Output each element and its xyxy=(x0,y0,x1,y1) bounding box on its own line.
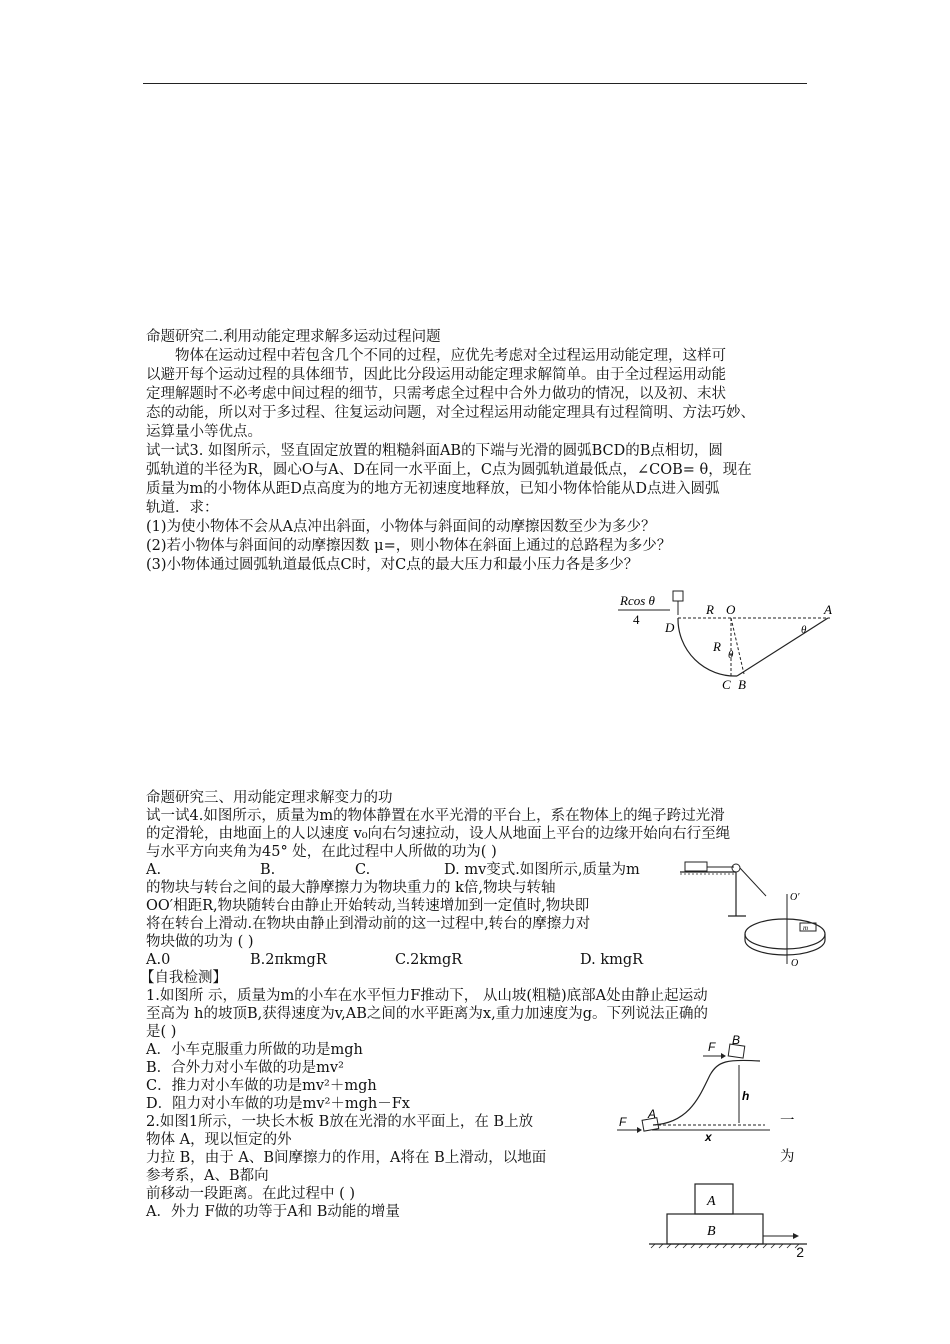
problem3-question-3: (3)小物体通过圆弧轨道最低点C时，对C点的最大压力和最小压力各是多少？ xyxy=(146,557,639,573)
figure-arc-incline xyxy=(610,588,840,693)
section2-intro-line: 运算量小等优点。 xyxy=(146,424,262,440)
problem4-line: 的定滑轮，由地面上的人以速度 v₀向右匀速拉动，设人从地面上平台的边缘开始向右行至绳 xyxy=(146,826,731,842)
p4-option-c: C. xyxy=(355,862,371,878)
header-rule xyxy=(143,83,807,84)
turntable-label-o-top: O′ xyxy=(790,892,800,903)
problem4-line: 与水平方向夹角为45° 处，在此过程中人所做的功为( ) xyxy=(146,844,497,860)
variant-line: 将在转台上滑动.在物块由静止到滑动前的这一过程中,转台的摩擦力对 xyxy=(146,916,591,932)
fig3-label-R2: R xyxy=(713,639,721,654)
q1-option-c: C．推力对小车做的功是mv²＋mgh xyxy=(146,1078,377,1094)
fig3-arc xyxy=(678,618,737,676)
problem3-question-2: (2)若小物体与斜面间的动摩擦因数 μ=，则小物体在斜面上通过的总路程为多少？ xyxy=(146,538,672,554)
problem3-line: 试一试3. 如图所示，竖直固定放置的粗糙斜面AB的下端与光滑的圆弧BCD的B点相切，圆 xyxy=(146,443,723,459)
slope-label-f-bottom: F xyxy=(619,1115,627,1129)
variant-line: 的物块与转台之间的最大静摩擦力为物块重力的 k倍,物块与转轴 xyxy=(146,880,556,896)
fig3-incline xyxy=(737,618,828,676)
turntable-label-o-bot: O xyxy=(791,958,799,968)
problem3-line: 质量为m的小物体从距D点高度为的地方无初速度地释放，已知小物体恰能从D点进入圆弧 xyxy=(146,481,720,497)
q2-line: 前移动一段距离。在此过程中 ( ) xyxy=(146,1186,356,1202)
fig3-label-theta1: θ xyxy=(801,624,807,636)
page-number: 2 xyxy=(796,1244,804,1260)
slope-label-x: x xyxy=(705,1130,712,1142)
q2-side-char: 为 xyxy=(780,1149,795,1165)
figure-turntable xyxy=(740,888,830,968)
q2-side-char: 一 xyxy=(780,1113,795,1129)
section2-title: 命题研究二.利用动能定理求解多运动过程问题 xyxy=(146,329,441,345)
fig3-small-block xyxy=(673,591,683,601)
variant-line: OO′相距R,物块随转台由静止开始转动,当转速增加到一定值时,物块即 xyxy=(146,898,590,914)
q2-line: 2.如图1所示，一块长木板 B放在光滑的水平面上，在 B上放 xyxy=(146,1114,534,1130)
self-test-title: 【自我检测】 xyxy=(140,970,227,986)
q1-option-b: B．合外力对小车做的功是mv² xyxy=(146,1060,344,1076)
q1-line: 是( ) xyxy=(146,1024,177,1040)
q2-line: 参考系，A、B都向 xyxy=(146,1168,269,1184)
pulley-fig-block xyxy=(685,862,707,871)
fig3-label-four: 4 xyxy=(633,612,640,627)
figure-slope xyxy=(615,1035,785,1135)
q1-line: 1.如图所 示，质量为m的小车在水平恒力F推动下， 从山坡(粗糙)底部A处由静止起运动 xyxy=(146,988,708,1004)
section2-intro-line: 物体在运动过程中若包含几个不同的过程，应优先考虑对全过程运用动能定理，这样可 xyxy=(175,348,726,364)
p4-option-a: A. xyxy=(146,862,162,878)
section2-intro-line: 定理解题时不必考虑中间过程的细节，只需考虑全过程中合外力做功的情况，以及初、末状 xyxy=(146,386,726,402)
fig3-label-O: O xyxy=(726,602,736,617)
fig3-label-B: B xyxy=(738,677,746,692)
variant-option-d: D. kmgR xyxy=(580,952,644,968)
variant-line: 物块做的功为 ( ) xyxy=(146,934,254,950)
fig3-label-theta2: θ xyxy=(728,649,734,661)
variant-option-c: C.2kmgR xyxy=(395,952,463,968)
p4-option-d: D. mv变式.如图所示,质量为m xyxy=(444,862,640,878)
problem4-line: 试一试4.如图所示，质量为m的物体静置在水平光滑的平台上，系在物体上的绳子跨过光滑 xyxy=(146,808,725,824)
block-b-label: B xyxy=(707,1224,716,1239)
fig3-label-C: C xyxy=(722,677,731,692)
q2-line: 力拉 B，由于 A、B间摩擦力的作用，A将在 B上滑动，以地面 xyxy=(146,1150,547,1166)
problem3-line: 弧轨道的半径为R，圆心O与A、D在同一水平面上，C点为圆弧轨道最低点，∠COB= θ，现在 xyxy=(146,462,752,478)
q2-option-a: A．外力 F做的功等于A和 B动能的增量 xyxy=(146,1204,400,1220)
section2-intro-line: 以避开每个运动过程的具体细节，因此比分段运用动能定理求解简单。由于全过程运用动能 xyxy=(146,367,726,383)
section3-title: 命题研究三、用动能定理求解变力的功 xyxy=(146,790,393,806)
fig3-label-D: D xyxy=(665,620,675,635)
q1-line: 至高为 h的坡顶B,获得速度为v,AB之间的水平距离为x,重力加速度为g。下列说法正确的 xyxy=(146,1006,708,1022)
fig3-label-rcos: Rcos θ xyxy=(620,593,655,608)
variant-option-a: A.0 xyxy=(146,952,171,968)
section2-intro-line: 态的动能，所以对于多过程、往复运动问题，对全过程运用动能定理具有过程简明、方法巧妙、 xyxy=(146,405,755,421)
fig3-label-A: A xyxy=(824,602,832,617)
slope-label-b: B xyxy=(732,1035,741,1047)
problem3-line: 轨道．求： xyxy=(146,500,219,516)
figure-blocks xyxy=(645,1178,810,1250)
pulley-wheel xyxy=(732,864,740,872)
slope-label-f-top: F xyxy=(708,1040,716,1054)
p4-option-b: B. xyxy=(260,862,276,878)
q2-line: 物体 A，现以恒定的外 xyxy=(146,1132,292,1148)
fig3-label-R1: R xyxy=(706,602,714,617)
figure-slope-distance xyxy=(650,1128,775,1142)
turntable-label-m: m xyxy=(803,924,809,932)
slope-label-h: h xyxy=(742,1089,750,1103)
problem3-question-1: (1)为使小物体不会从A点冲出斜面，小物体与斜面间的动摩擦因数至少为多少？ xyxy=(146,519,656,535)
q1-option-a: A．小车克服重力所做的功是mgh xyxy=(146,1042,363,1058)
q1-option-d: D．阻力对小车做的功是mv²＋mgh－Fx xyxy=(146,1096,410,1112)
block-a-label: A xyxy=(707,1194,716,1209)
slope-label-a: A xyxy=(648,1107,657,1121)
variant-option-b: B.2πkmgR xyxy=(250,952,327,968)
